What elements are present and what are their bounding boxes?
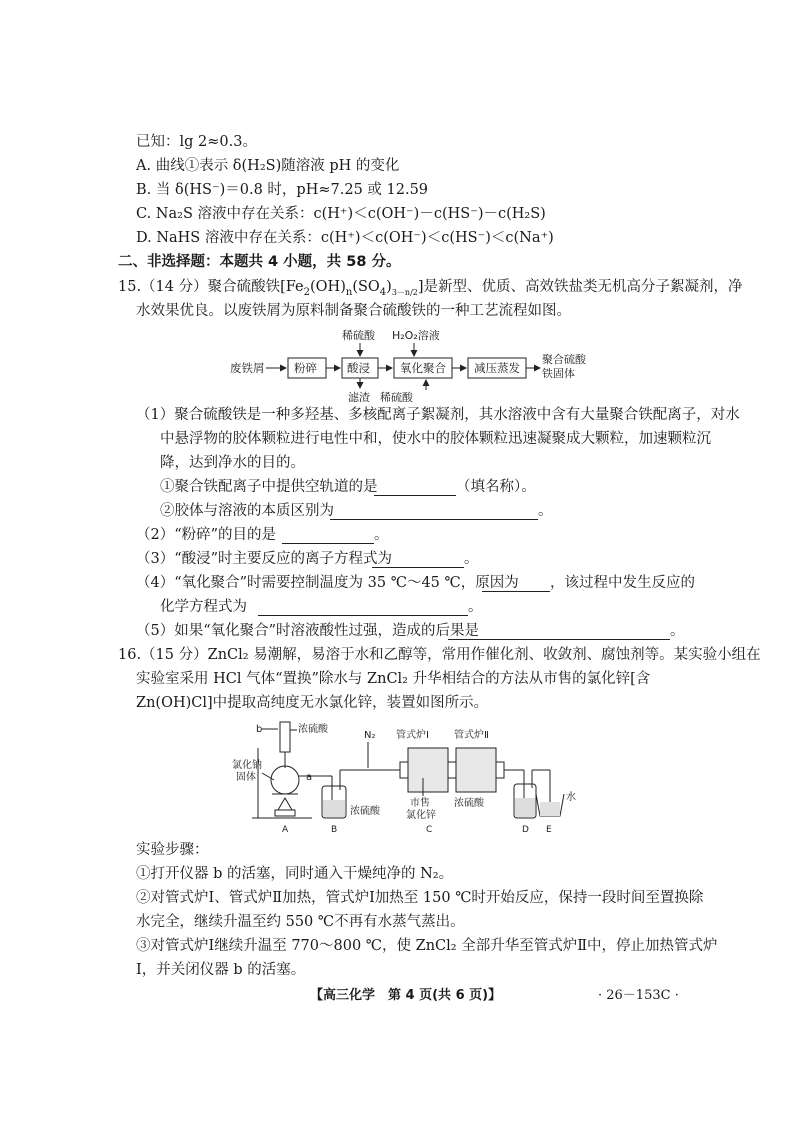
q15-p5-end: 。 — [670, 623, 685, 639]
step-2-line1: ②对管式炉Ⅰ、管式炉Ⅱ加热，管式炉Ⅰ加热至 150 ℃时开始反应，保持一段时间至置换除 — [136, 890, 704, 906]
process-flowchart — [230, 326, 590, 402]
label-nacl-1: 氯化钠 — [232, 760, 262, 771]
q15-p1-line1: （1）聚合硫酸铁是一种多羟基、多核配离子絮凝剂，其水溶液中含有大量聚合铁配离子，对水 — [136, 407, 740, 423]
label-n2: N₂ — [364, 730, 376, 741]
apparatus-diagram — [228, 718, 588, 834]
unit-label-e: E — [546, 825, 552, 834]
q15-p1-line2: 中悬浮物的胶体颗粒进行电性中和，使水中的胶体颗粒迅速凝聚成大颗粒，加速颗粒沉 — [160, 431, 711, 447]
q15-p4-line2: 化学方程式为 — [160, 599, 247, 615]
label-conc-acid-d: 浓硫酸 — [454, 798, 484, 809]
label-market-1: 市售 — [410, 798, 430, 809]
page-footer: 【高三化学 第 4 页(共 6 页)】 — [310, 988, 502, 1003]
flow-reagent-acid1: 稀硫酸 — [342, 329, 375, 342]
label-nacl-2: 固体 — [236, 772, 256, 783]
answer-blank[interactable] — [374, 494, 456, 496]
answer-blank[interactable] — [372, 566, 464, 568]
q15-p1-b: ②胶体与溶液的本质区别为 — [160, 503, 334, 519]
q16-line2: 实验室采用 HCl 气体“置换”除水与 ZnCl₂ 升华相结合的方法从市售的氯化锌[含 — [136, 671, 651, 687]
answer-blank[interactable] — [482, 590, 550, 592]
q15-p1-a-tail: （填名称）。 — [456, 479, 536, 495]
flow-product-line2: 铁固体 — [542, 367, 575, 380]
unit-label-b: B — [331, 825, 338, 834]
step-3-line2: Ⅰ，并关闭仪器 b 的活塞。 — [136, 962, 306, 978]
label-furnace-2: 管式炉Ⅱ — [454, 730, 489, 741]
answer-blank[interactable] — [448, 638, 670, 640]
flow-step-evaporate: 减压蒸发 — [474, 361, 520, 375]
q15-p1-a: ①聚合铁配离子中提供空轨道的是 — [160, 479, 378, 495]
q15-p3-end: 。 — [464, 551, 479, 567]
known-condition: 已知：lg 2≈0.3。 — [136, 134, 257, 150]
q15-p1-b-end: 。 — [538, 503, 553, 519]
label-b: b — [256, 724, 263, 735]
flow-reagent-acid2: 稀硫酸 — [380, 391, 413, 402]
q15-p4-mid: ，该过程中发生反应的 — [550, 575, 695, 591]
q15-intro-line2: 水效果优良。以废铁屑为原料制备聚合硫酸铁的一种工艺流程如图。 — [136, 303, 571, 319]
label-water: 水 — [566, 792, 576, 803]
q15-p4: （4）“氧化聚合”时需要控制温度为 35 ℃～45 ℃，原因为 — [136, 575, 519, 591]
label-conc-acid-b: 浓硫酸 — [350, 806, 380, 817]
option-c: C. Na₂S 溶液中存在关系：c(H⁺)＜c(OH⁻)－c(HS⁻)－c(H₂S) — [136, 206, 546, 222]
q16-line3: Zn(OH)Cl]中提取高纯度无水氯化锌，装置如图所示。 — [136, 695, 489, 711]
unit-label-c: C — [426, 825, 433, 834]
flow-product-line1: 聚合硫酸 — [542, 353, 586, 366]
option-a: A. 曲线①表示 δ(H₂S)随溶液 pH 的变化 — [136, 158, 400, 174]
section-heading: 二、非选择题：本题共 4 小题，共 58 分。 — [118, 254, 401, 270]
flow-step-crush: 粉碎 — [294, 361, 317, 375]
step-3-line1: ③对管式炉Ⅰ继续升温至 770～800 ℃，使 ZnCl₂ 全部升华至管式炉Ⅱ中，停止加热管式炉 — [136, 938, 718, 954]
q16-line1: 16.（15 分）ZnCl₂ 易潮解，易溶于水和乙醇等，常用作催化剂、收敛剂、腐蚀剂等。某实验小组在 — [118, 647, 761, 663]
label-a: a — [306, 772, 313, 783]
answer-blank[interactable] — [258, 614, 468, 616]
q15-intro-line1: 15.（14 分）聚合硫酸铁$[Fe_2(OH)_n(SO_4)_{3-n/2}]$是新型、优质、高效铁盐类无机高分子絮凝剂，净 — [118, 279, 743, 298]
answer-blank[interactable] — [282, 542, 374, 544]
option-d: D. NaHS 溶液中存在关系：c(H⁺)＜c(OH⁻)＜c(HS⁻)＜c(Na⁺) — [136, 230, 554, 246]
q15-p3: （3）“酸浸”时主要反应的离子方程式为 — [136, 551, 393, 567]
answer-blank[interactable] — [330, 518, 538, 520]
q15-p2-end: 。 — [374, 527, 389, 543]
step-2-line2: 水完全，继续升温至约 550 ℃不再有水蒸气蒸出。 — [136, 914, 465, 930]
step-1: ①打开仪器 b 的活塞，同时通入干燥纯净的 N₂。 — [136, 866, 454, 882]
unit-label-a: A — [282, 825, 289, 834]
q15-p2: （2）“粉碎”的目的是 — [136, 527, 277, 543]
label-conc-acid-top: 浓硫酸 — [298, 724, 328, 735]
q15-p5: （5）如果“氧化聚合”时溶液酸性过强，造成的后果是 — [136, 623, 480, 639]
q15-p1-line3: 降，达到净水的目的。 — [160, 455, 305, 471]
flow-step-oxidize: 氧化聚合 — [400, 361, 446, 375]
option-b: B. 当 δ(HS⁻)＝0.8 时，pH≈7.25 或 12.59 — [136, 182, 429, 198]
label-furnace-1: 管式炉Ⅰ — [396, 730, 429, 741]
flow-step-leach: 酸浸 — [347, 361, 370, 375]
label-market-2: 氯化锌 — [406, 810, 436, 821]
unit-label-d: D — [522, 825, 529, 834]
flow-start: 废铁屑 — [230, 361, 265, 375]
paper-code: · 26－153C · — [598, 988, 679, 1003]
q15-p4-end: 。 — [468, 599, 483, 615]
flow-reagent-h2o2: H₂O₂溶液 — [392, 329, 440, 342]
steps-title: 实验步骤： — [136, 842, 209, 858]
flow-residue: 滤渣 — [348, 391, 370, 402]
